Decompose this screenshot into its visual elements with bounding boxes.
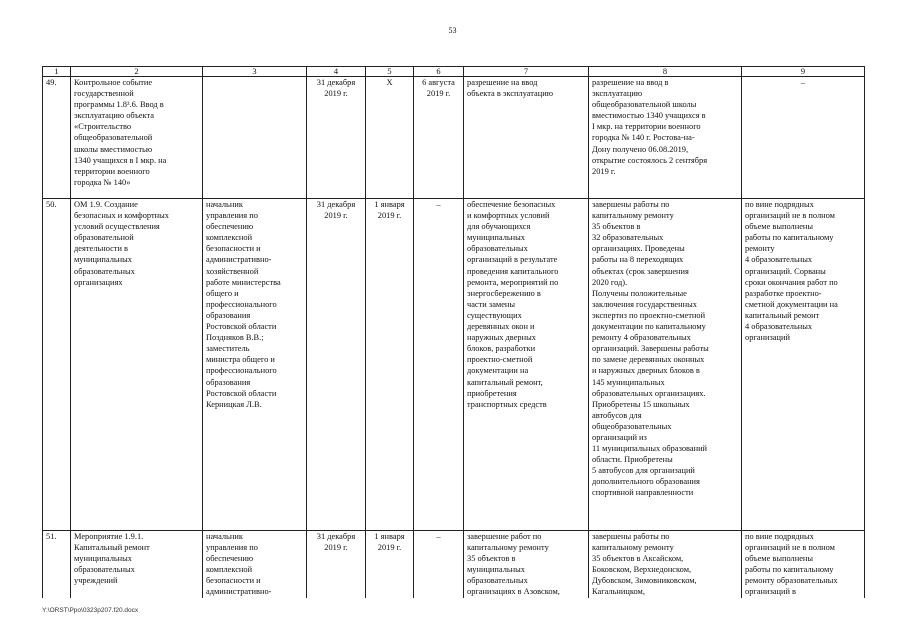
actual-result: разрешение на ввод в эксплуатацию общеобразовательной школы вместимостью 1340 учащихся в I мкр. на территории военного городка № 140 г. Ростова-на- Дону получено 06.08.2019, открытие состоялось 2 сентября 2019 г.	[589, 77, 742, 199]
column-number: 4	[307, 67, 366, 77]
plan-date: 31 декабря 2019 г.	[307, 531, 366, 611]
fact-end-date: –	[414, 199, 464, 531]
responsible-person: начальник управления по обеспечению комплексной безопасности и административно- хозяйственной работе министерства общего и профессионального образования Ростовской области Поздняков В.В.; заместитель министра общего и профессионального образования Ростовской области Керницкая Л.В.	[203, 199, 307, 531]
row-number: 51.	[43, 531, 71, 611]
event-name: Мероприятие 1.9.1. Капитальный ремонт муниципальных образовательных учреждений	[71, 531, 203, 611]
plan-date: 31 декабря 2019 г.	[307, 199, 366, 531]
plan-date: 31 декабря 2019 г.	[307, 77, 366, 199]
file-path-footer: Y:\ORST\Ppo\0323p207.f20.docx	[42, 607, 139, 614]
planned-result: обеспечение безопасных и комфортных условий для обучающихся муниципальных образовательных организаций в результате проведения капитального ремонта, мероприятий по энергосбережению в части замены существующих деревянных окон и наружных дверных блоков, разработки проектно-сметной документации на капитальный ремонт, приобретения транспортных средств	[464, 199, 589, 531]
column-number: 6	[414, 67, 464, 77]
row-number: 49.	[43, 77, 71, 199]
column-number: 5	[366, 67, 414, 77]
row-number: 50.	[43, 199, 71, 531]
column-number: 2	[71, 67, 203, 77]
fact-end-date: 6 августа 2019 г.	[414, 77, 464, 199]
report-table	[42, 66, 865, 611]
table-row	[43, 77, 865, 199]
responsible-person: начальник управления по обеспечению комплексной безопасности и административно-	[203, 531, 307, 611]
event-name: Контрольное событие государственной программы 1.8³.6. Ввод в эксплуатацию объекта «Строительство общеобразовательной школы вместимостью 1340 учащихся в I мкр. на территории военного городка № 140»	[71, 77, 203, 199]
column-number: 7	[464, 67, 589, 77]
table-row	[43, 199, 865, 531]
fact-start-date: 1 января 2019 г.	[366, 199, 414, 531]
actual-result: завершены работы по капитальному ремонту 35 объектов в Аксайском, Боковском, Верхнедонском, Дубовском, Зимовниковском, Кагальницком,	[589, 531, 742, 611]
fact-end-date: –	[414, 531, 464, 611]
event-name: ОМ 1.9. Создание безопасных и комфортных условий осуществления образовательной деятельности в муниципальных образовательных организациях	[71, 199, 203, 531]
planned-result: завершение работ по капитальному ремонту 35 объектов в муниципальных образовательных организациях в Азовском,	[464, 531, 589, 611]
column-number: 8	[589, 67, 742, 77]
fact-start-date: Х	[366, 77, 414, 199]
planned-result: разрешение на ввод объекта в эксплуатацию	[464, 77, 589, 199]
page-number: 53	[448, 26, 457, 35]
column-number: 9	[742, 67, 865, 77]
actual-result: завершены работы по капитальному ремонту 35 объектов в 32 образовательных организациях. Проведены работы на 8 переходящих объектах (срок завершения 2020 год). Получены положительные заключения государственных экспертиз по проектно-сметной документации по капитальному ремонту 4 образовательных организаций. Завершены работы по замене деревянных оконных и наружных дверных блоков в 145 муниципальных образовательных организациях. Приобретены 15 школьных автобусов для общеобразовательных организаций из 11 муниципальных образований области. Приобретены 5 автобусов для организаций дополнительного образования спортивной направленности	[589, 199, 742, 531]
issues: по вине подрядных организаций не в полном объеме выполнены работы по капитальному ремонту 4 образовательных организаций. Сорваны сроки окончания работ по разработке проектно- сметной документации на капитальный ремонт 4 образовательных организаций	[742, 199, 865, 531]
issues: по вине подрядных организаций не в полном объеме выполнены работы по капитальному ремонту образовательных организаций в	[742, 531, 865, 611]
issues: –	[742, 77, 865, 199]
column-number-row	[43, 67, 865, 77]
column-number: 1	[43, 67, 71, 77]
responsible-person	[203, 77, 307, 199]
fact-start-date: 1 января 2019 г.	[366, 531, 414, 611]
column-number: 3	[203, 67, 307, 77]
page-bottom-margin	[0, 598, 905, 640]
